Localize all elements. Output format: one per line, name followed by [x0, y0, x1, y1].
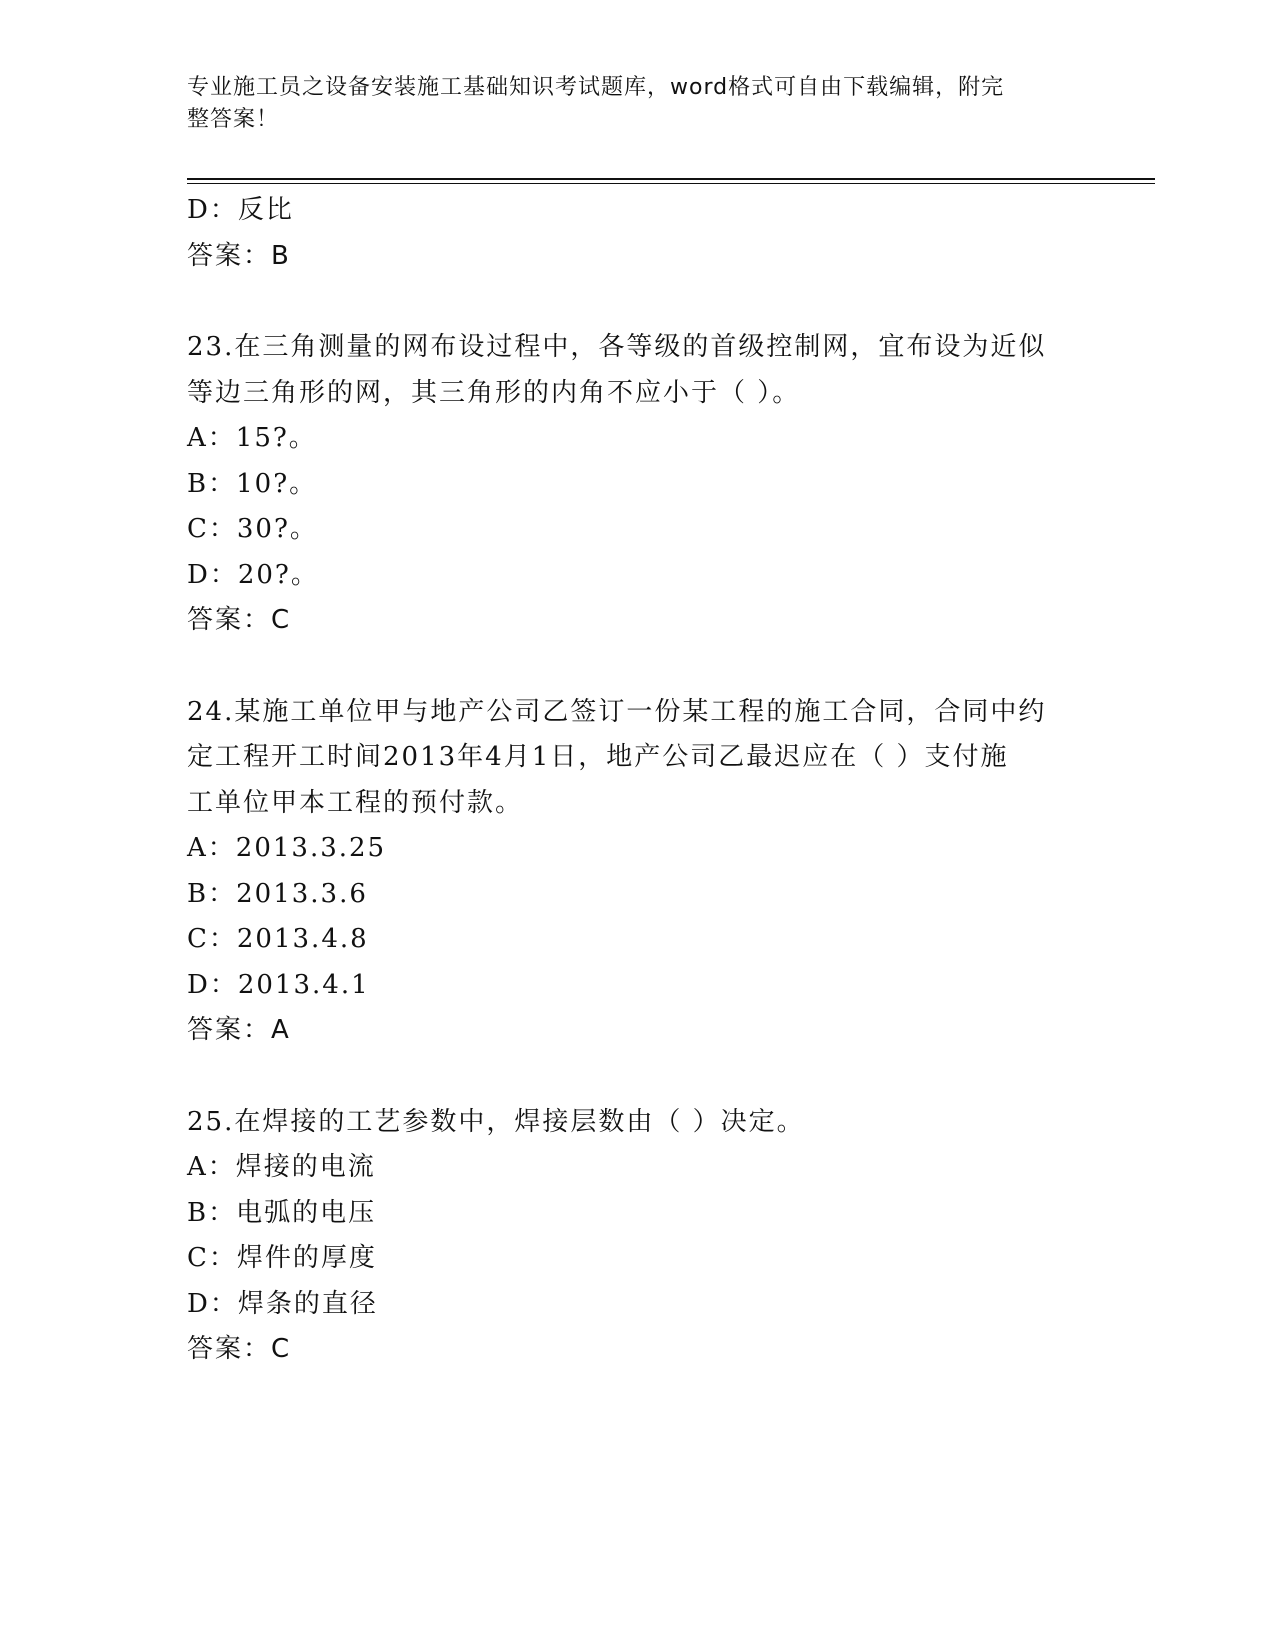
option-c: C：30?。 [187, 514, 318, 544]
option-b: B：2013.3.6 [187, 878, 368, 909]
option-b: B：10?。 [187, 468, 318, 499]
header-divider-thin [187, 183, 1155, 184]
page-header [187, 72, 1067, 136]
question-text: 24.某施工单位甲与地产公司乙签订一份某工程的施工合同，合同中约 [187, 696, 1047, 727]
question-text: 工单位甲本工程的预付款。 [187, 787, 524, 818]
option-a: A：15?。 [187, 423, 317, 453]
option-b: B：电弧的电压 [187, 1197, 377, 1228]
option-d: D：焊条的直径 [187, 1288, 378, 1319]
question-text: 定工程开工时间2013年4月1日，地产公司乙最迟应在（ ）支付施 [187, 742, 1009, 772]
question-22-tail [187, 188, 1087, 279]
question-23 [187, 325, 1087, 644]
option-d: D：反比 [187, 195, 294, 225]
question-24 [187, 690, 1087, 1054]
answer-line: 答案：A [187, 1015, 291, 1045]
answer-line: 答案：B [187, 240, 291, 271]
answer-line: 答案：C [187, 1334, 292, 1364]
header-divider-thick [187, 178, 1155, 180]
question-text: 25.在焊接的工艺参数中，焊接层数由（ ）决定。 [187, 1106, 805, 1137]
spacer [187, 1054, 1087, 1100]
answer-line: 答案：C [187, 605, 292, 635]
question-text: 23.在三角测量的网布设过程中，各等级的首级控制网，宜布设为近似 [187, 332, 1047, 362]
header-line-1: 专业施工员之设备安装施工基础知识考试题库，word格式可自由下载编辑，附完 [187, 75, 1005, 100]
document-body [187, 188, 1087, 1373]
option-c: C：2013.4.8 [187, 924, 369, 954]
option-c: C：焊件的厚度 [187, 1243, 377, 1273]
option-a: A：2013.3.25 [187, 833, 387, 863]
spacer [187, 644, 1087, 690]
spacer [187, 279, 1087, 325]
option-d: D：20?。 [187, 559, 319, 590]
option-a: A：焊接的电流 [187, 1152, 376, 1182]
header-line-2: 整答案！ [187, 107, 280, 132]
option-d: D：2013.4.1 [187, 969, 370, 1000]
question-25 [187, 1100, 1087, 1373]
question-text: 等边三角形的网，其三角形的内角不应小于（ ）。 [187, 377, 801, 408]
